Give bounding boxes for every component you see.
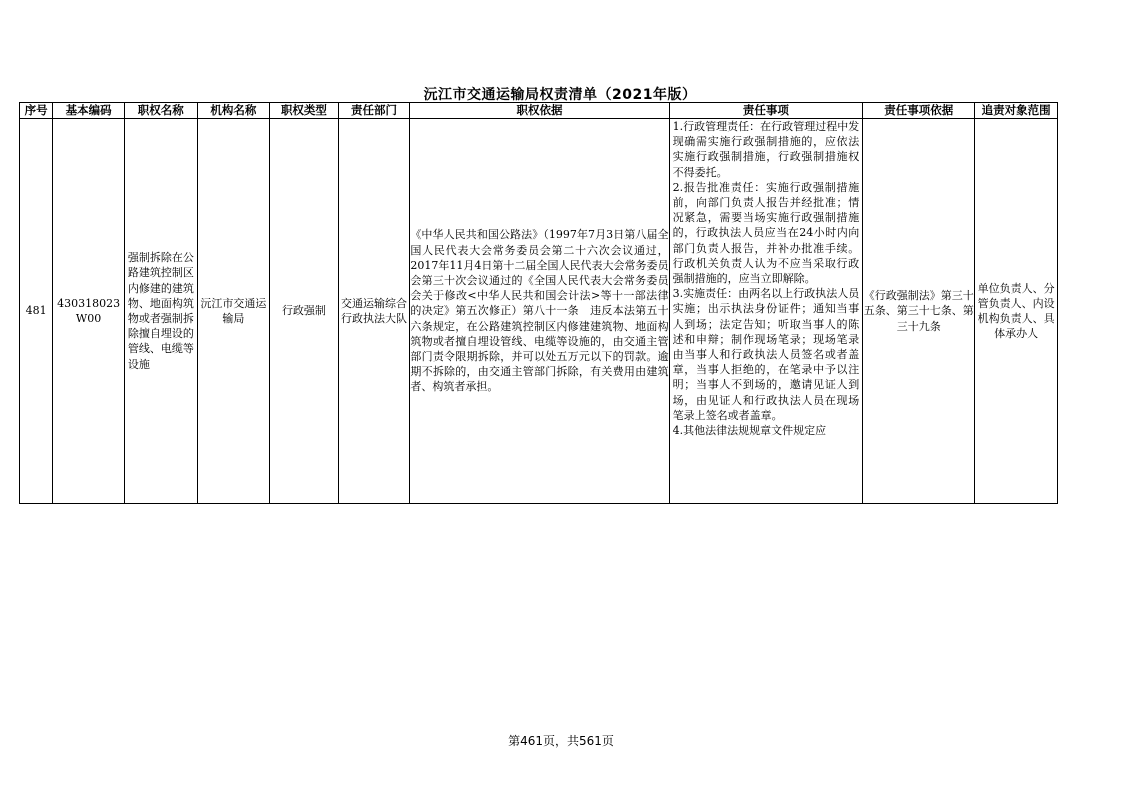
- duty-item-1: 1.行政管理责任：在行政管理过程中发现确需实施行政强制措施的，应依法实施行政强制措施，行政强制措施权不得委托。: [672, 120, 860, 179]
- cell-duty-basis: 《行政强制法》第三十五条、第三十七条、第三十九条: [863, 119, 975, 504]
- power-list-table: [19, 102, 1058, 504]
- header-index: 序号: [20, 103, 53, 119]
- cell-accountability: 单位负责人、分管负责人、内设机构负责人、具体承办人: [975, 119, 1058, 504]
- page-title: 沅江市交通运输局权责清单（2021年版）: [423, 87, 697, 103]
- cell-power-type: 行政强制: [270, 119, 339, 504]
- basis-text: 《中华人民共和国公路法》（1997年7月3日第八届全国人民代表大会常务委员会第二十六次会议通过，2017年11月4日第十二届全国人民代表大会常务委员会第三十次会议通过的《全国人民代表大会常务委员会关于修改<中华人民共和国会计法>等十一部法律的决定》第五次修正）第八十一条 违反本法第五十六条规定，在公路建筑控制区内修建建筑物、地面构筑物或者擅自埋设管线、电缆等设施的，由交通主管部门责令限期拆除，并可以处五万元以下的罚款。逾期不拆除的，由交通主管部门拆除，有关费用由建筑者、构筑者承担。: [410, 228, 669, 394]
- header-duties: 责任事项: [669, 103, 863, 119]
- cell-code: 430318023W00: [53, 119, 125, 504]
- header-row: [20, 103, 1058, 119]
- cell-index: 481: [20, 119, 53, 504]
- cell-agency: 沅江市交通运输局: [197, 119, 270, 504]
- header-power-name: 职权名称: [124, 103, 197, 119]
- header-accountability: 追责对象范围: [975, 103, 1058, 119]
- cell-power-name: 强制拆除在公路建筑控制区内修建的建筑物、地面构筑物或者强制拆除擅自埋设的管线、电缆等设施: [124, 119, 197, 504]
- header-power-type: 职权类型: [270, 103, 339, 119]
- cell-duties: [669, 119, 863, 504]
- page-number: 第461页，共561页: [508, 734, 614, 748]
- header-department: 责任部门: [338, 103, 410, 119]
- duty-item-4: 4.其他法律法规规章文件规定应: [672, 424, 827, 438]
- duty-item-3: 3.实施责任：由两名以上行政执法人员实施；出示执法身份证件；通知当事人到场；法定告知；听取当事人的陈述和申辩；制作现场笔录；现场笔录由当事人和行政执法人员签名或者盖章，当事人拒绝的，在笔录中予以注明；当事人不到场的，邀请见证人到场，由见证人和行政执法人员在现场笔录上签名或者盖章。: [672, 287, 860, 422]
- header-basis: 职权依据: [410, 103, 669, 119]
- header-agency: 机构名称: [197, 103, 270, 119]
- duty-item-2: 2.报告批准责任：实施行政强制措施前，向部门负责人报告并经批准；情况紧急，需要当场实施行政强制措施的，行政执法人员应当在24小时内向部门负责人报告，并补办批准手续。行政机关负责人认为不应当采取行政强制措施的，应当立即解除。: [672, 180, 860, 286]
- cell-basis: [410, 119, 669, 504]
- cell-department: 交通运输综合行政执法大队: [338, 119, 410, 504]
- table-row: [20, 119, 1058, 504]
- header-code: 基本编码: [53, 103, 125, 119]
- header-duty-basis: 责任事项依据: [863, 103, 975, 119]
